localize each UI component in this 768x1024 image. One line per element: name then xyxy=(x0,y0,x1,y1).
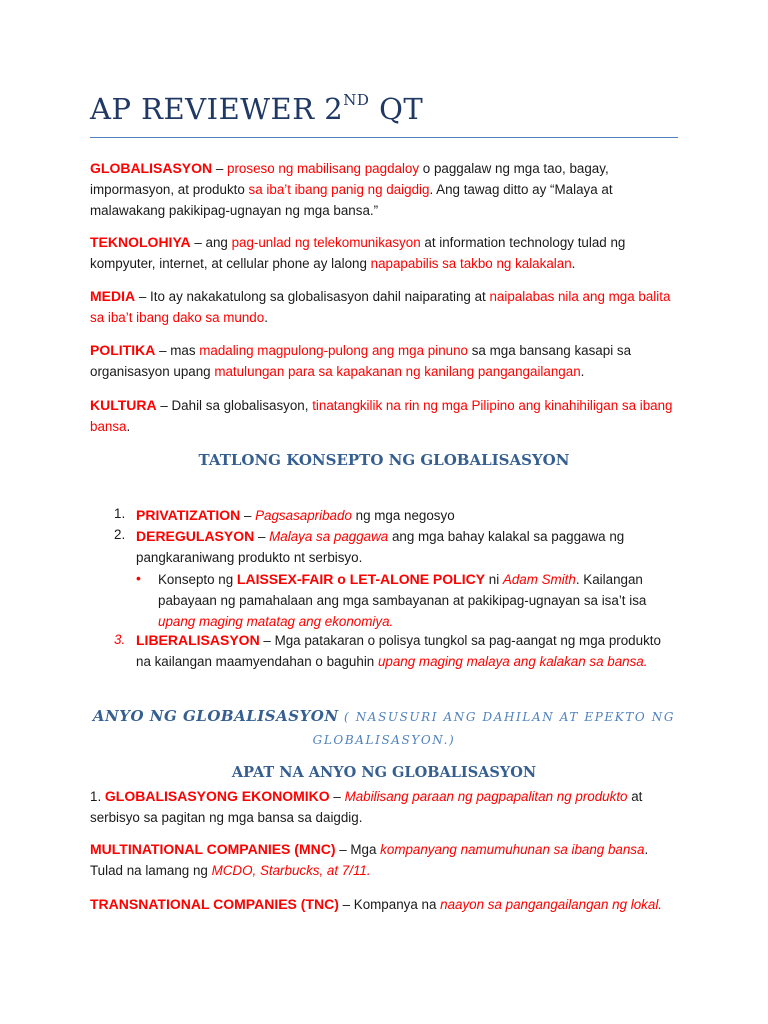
definition-text: . xyxy=(580,364,585,379)
definition-text: – Dahil sa globalisasyon, xyxy=(156,398,313,413)
list-item-liberalisasyon xyxy=(136,630,678,672)
definition-text: sa mga bansang kasapi sa organisasyon upang xyxy=(90,343,632,379)
list-text: Konsepto ng xyxy=(158,572,237,587)
list-text: ng mga negosyo xyxy=(351,508,455,523)
anyo-heading-sub: GLOBALISASYON.) xyxy=(312,733,456,747)
list-item-privatization xyxy=(136,505,678,526)
title-main: AP REVIEWER 2 xyxy=(90,92,344,126)
list-term: LIBERALISASYON xyxy=(136,632,260,648)
list-text: – Mga xyxy=(335,842,381,857)
list-text: – Kompanya na xyxy=(338,897,441,912)
title-superscript: ND xyxy=(343,91,370,110)
definition-text: – ang xyxy=(190,235,232,250)
definition-term: TEKNOLOHIYA xyxy=(90,234,191,250)
list-term: MULTINATIONAL COMPANIES (MNC) xyxy=(90,841,336,857)
list-number: 3. xyxy=(114,632,126,647)
list-text: – xyxy=(329,789,345,804)
anyo-heading-sub: ( NASUSURI ANG DAHILAN AT EPEKTO NG xyxy=(338,710,676,724)
section-heading-apat: APAT NA ANYO NG GLOBALISASYON xyxy=(231,764,537,781)
list-term: LAISSEX-FAIR o LET-ALONE POLICY xyxy=(236,571,486,587)
definition-kultura xyxy=(90,395,678,437)
list-text: ang mga bahay kalakal sa paggawa ng pangkaraniwang produkto nt serbisyo. xyxy=(136,529,625,565)
definition-media xyxy=(90,286,678,328)
list-highlight: naayon sa pangangailangan ng lokal. xyxy=(440,897,663,912)
sub-bullet-laissez-faire xyxy=(158,569,678,632)
list-item-deregulasyon xyxy=(136,526,678,568)
list-text: – Mga patakaran o polisya tungkol sa pag-aangat ng mga produkto na kailangan maamyendahan o baguhin xyxy=(136,633,661,669)
list-number: 2. xyxy=(114,527,126,542)
definition-text: – xyxy=(212,161,228,176)
list-term: DEREGULASYON xyxy=(136,528,255,544)
definition-teknolohiya xyxy=(90,232,678,274)
definition-highlight: naipalabas nila ang mga balita sa iba’t ibang dako sa mundo xyxy=(90,289,671,325)
list-term: GLOBALISASYONG EKONOMIKO xyxy=(104,788,330,804)
definition-highlight: madaling magpulong-pulong ang mga pinuno xyxy=(199,343,469,358)
list-term: TRANSNATIONAL COMPANIES (TNC) xyxy=(90,896,339,912)
definition-highlight: napapabilis sa takbo ng kalakalan xyxy=(370,256,572,271)
definition-text: – mas xyxy=(155,343,200,358)
definition-highlight: pag-unlad ng telekomunikasyon xyxy=(231,235,421,250)
list-text: – xyxy=(254,529,270,544)
definition-text: at information technology tulad ng kompyuter, internet, at cellular phone ay lalong xyxy=(90,235,626,271)
definition-text: . Ang tawag ditto ay “Malaya at malawakang pakikipag-ugnayan ng mga bansa.” xyxy=(90,182,613,218)
anyo-heading-main: ANYO NG GLOBALISASYON xyxy=(92,707,339,725)
section-heading-anyo xyxy=(90,705,678,752)
list-text: – xyxy=(240,508,256,523)
definition-text: o paggalaw ng mga tao, bagay, impormasyon, at produkto xyxy=(90,161,609,197)
list-text: . Kailangan pabayaan ng pamahalaan ang mga sambayanan at pakikipag-ugnayan sa isa’t isa xyxy=(158,572,647,608)
definition-term: POLITIKA xyxy=(90,342,156,358)
list-number: 1. xyxy=(90,789,105,804)
list-highlight: MCDO, Starbucks, at 7/11. xyxy=(211,863,371,878)
list-highlight: kompanyang namumuhunan sa ibang bansa xyxy=(380,842,645,857)
bullet-icon: • xyxy=(136,570,141,586)
definition-politika xyxy=(90,340,678,382)
list-text: ni xyxy=(485,572,503,587)
anyo-item-tnc xyxy=(90,894,678,915)
definition-text: . xyxy=(126,419,131,434)
definition-highlight: sa iba’t ibang panig ng daigdig xyxy=(248,182,430,197)
anyo-item-mnc xyxy=(90,839,678,881)
list-term: PRIVATIZATION xyxy=(136,507,241,523)
list-highlight: Pagsasapribado xyxy=(255,508,352,523)
definition-highlight: matulungan para sa kapakanan ng kanilang pangangailangan xyxy=(214,364,581,379)
definition-text: – Ito ay nakakatulong sa globalisasyon dahil naiparating at xyxy=(135,289,490,304)
list-highlight: Mabilisang paraan ng pagpapalitan ng produkto xyxy=(344,789,628,804)
definition-text: . xyxy=(264,310,268,325)
definition-term: GLOBALISASYON xyxy=(90,160,213,176)
list-highlight: upang maging malaya ang kalakan sa bansa. xyxy=(377,654,648,669)
definition-term: MEDIA xyxy=(90,288,136,304)
list-text: at serbisyo sa pagitan ng mga bansa sa daigdig. xyxy=(90,789,643,825)
list-highlight: upang maging matatag ang ekonomiya. xyxy=(158,614,394,629)
title-underline xyxy=(90,137,678,138)
definition-highlight: tinatangkilik na rin ng mga Pilipino ang kinahihiligan sa ibang bansa xyxy=(90,398,673,434)
definition-term: KULTURA xyxy=(90,397,157,413)
title-rest: QT xyxy=(369,92,424,126)
section-heading-konsepto: TATLONG KONSEPTO NG GLOBALISASYON xyxy=(198,451,570,469)
definition-text: . xyxy=(571,256,576,271)
list-highlight: Adam Smith xyxy=(502,572,576,587)
list-number: 1. xyxy=(114,506,126,521)
anyo-item-ekonomiko xyxy=(90,786,678,828)
definition-globalisasyon xyxy=(90,158,678,221)
page-title xyxy=(90,92,678,126)
list-highlight: Malaya sa paggawa xyxy=(269,529,389,544)
definition-highlight: proseso ng mabilisang pagdaloy xyxy=(227,161,420,176)
list-text: . Tulad na lamang ng xyxy=(90,842,649,878)
